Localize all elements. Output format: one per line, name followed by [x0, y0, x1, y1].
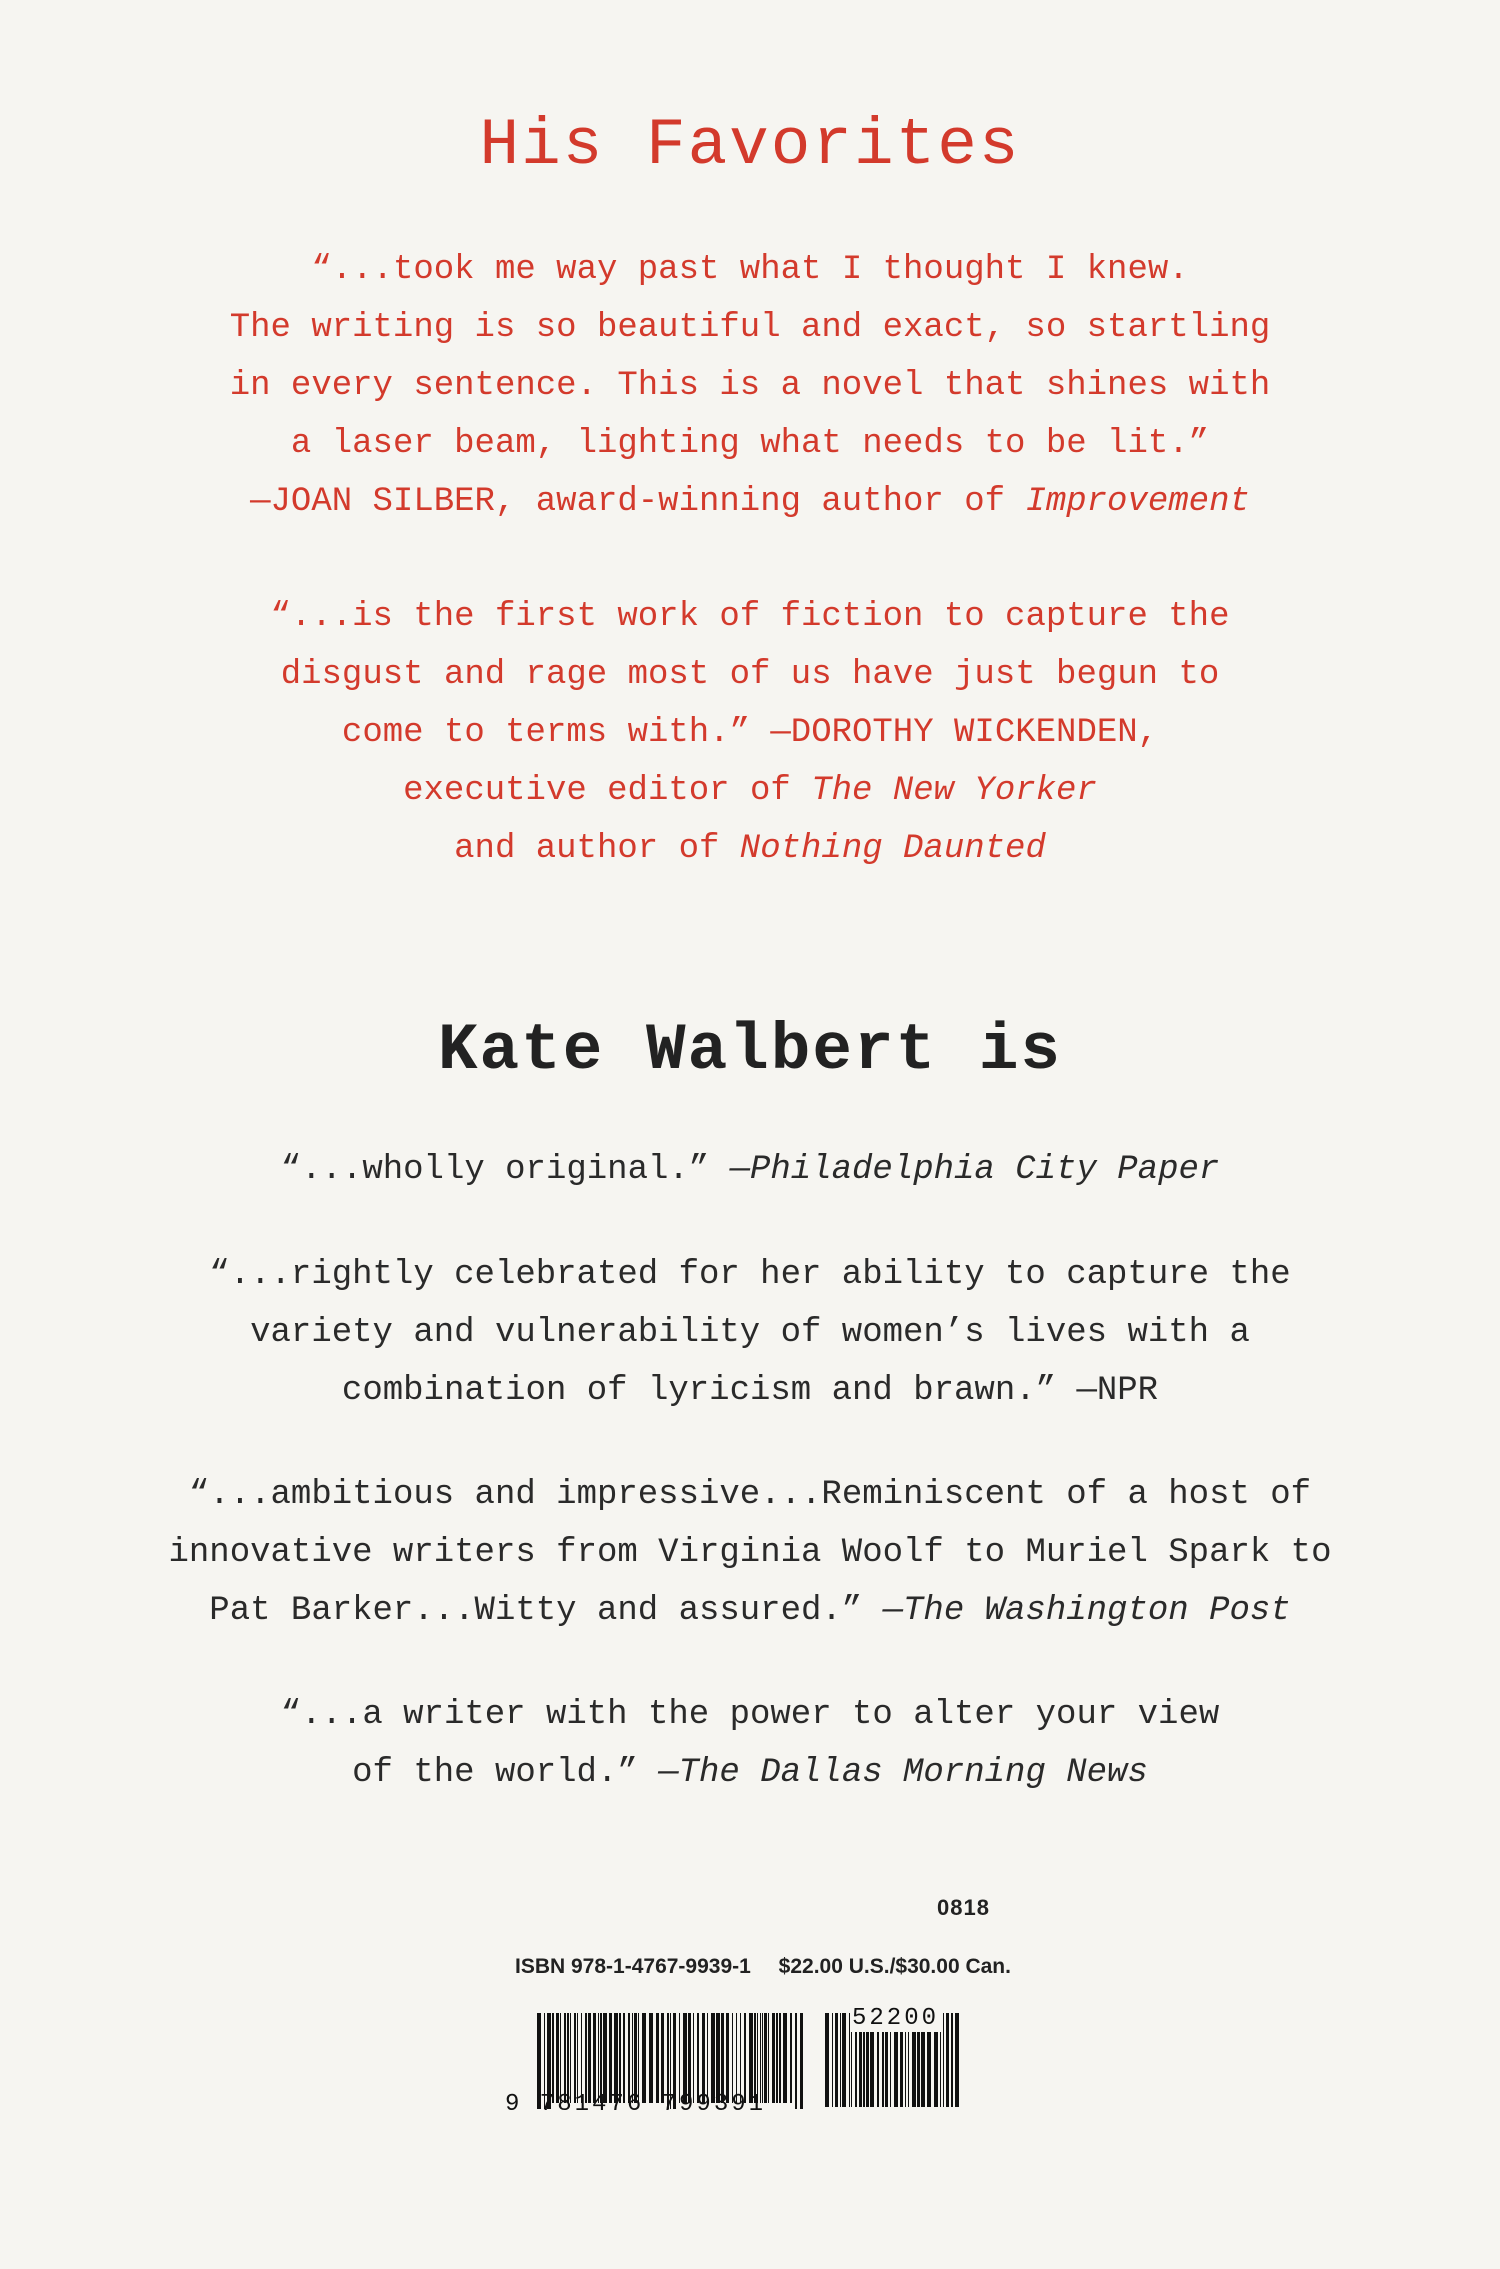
- barcode-bar: [946, 2013, 949, 2107]
- barcode-bar: [552, 2013, 554, 2103]
- barcode-bar: [661, 2013, 664, 2103]
- barcode-bar: [567, 2013, 569, 2103]
- barcode-bar: [603, 2013, 607, 2103]
- quote-text: Pat Barker...Witty and assured.”: [209, 1592, 883, 1630]
- barcode-bar: [842, 2013, 846, 2107]
- barcode-bar: [768, 2013, 769, 2103]
- barcode-bar: [628, 2013, 630, 2103]
- quote-source: —Philadelphia City Paper: [729, 1151, 1220, 1189]
- quote-line: [0, 1582, 1500, 1640]
- barcode-bar: [556, 2013, 559, 2103]
- barcode-bar: [835, 2013, 838, 2107]
- quote-attribution: [0, 473, 1500, 531]
- barcode-bar: [577, 2013, 578, 2103]
- dallas-morning-news-quote: [0, 1686, 1500, 1802]
- dorothy-wickenden-quote: [0, 588, 1500, 878]
- barcode-bar: [795, 2013, 797, 2109]
- barcode-bar: [702, 2013, 705, 2103]
- barcode-bar: [711, 2013, 715, 2103]
- quote-line: a laser beam, lighting what needs to be lit.”: [290, 425, 1210, 463]
- barcode-bar: [726, 2013, 729, 2103]
- barcode-bar: [790, 2013, 792, 2103]
- publication-title: The New Yorker: [811, 772, 1097, 810]
- quote-line: [0, 1141, 1500, 1199]
- barcode-bar: [732, 2013, 733, 2103]
- barcode-bar: [760, 2013, 761, 2103]
- barcode-bar: [779, 2013, 781, 2103]
- isbn-number: ISBN 978-1-4767-9939-1: [515, 1955, 751, 1978]
- barcode-bar: [585, 2013, 587, 2103]
- barcode-bar: [656, 2013, 659, 2103]
- barcode-bar: [623, 2013, 625, 2103]
- barcode-bar: [688, 2013, 691, 2103]
- washington-post-quote: [0, 1466, 1500, 1640]
- isbn-price-line: [515, 1955, 1011, 1979]
- barcode-bar: [757, 2013, 758, 2103]
- quote-source: —The Washington Post: [882, 1592, 1291, 1630]
- quote-line: disgust and rage most of us have just begun to: [280, 656, 1220, 694]
- quote-line: [0, 1744, 1500, 1802]
- barcode-bar: [955, 2013, 959, 2107]
- philadelphia-city-paper-quote: [0, 1141, 1500, 1199]
- barcode-bar: [776, 2013, 778, 2103]
- barcode-bar: [800, 2013, 803, 2109]
- barcode-bar: [581, 2013, 582, 2103]
- attribution-text: —JOAN SILBER, award-winning author of: [250, 483, 1026, 521]
- barcode-bar: [574, 2013, 576, 2103]
- barcode-block: [505, 1895, 1011, 2155]
- attribution-book-title: Nothing Daunted: [739, 830, 1046, 868]
- price-code: 0818: [937, 1895, 990, 1920]
- attribution-text: executive editor of: [403, 772, 812, 810]
- barcode-bar: [825, 2013, 829, 2107]
- quote-line: innovative writers from Virginia Woolf to Muriel Spark to: [168, 1534, 1332, 1572]
- barcode-bar: [740, 2013, 741, 2103]
- barcode-bar: [679, 2013, 680, 2103]
- barcode-bar: [754, 2013, 756, 2103]
- barcode-bar: [744, 2013, 746, 2103]
- barcode-digits: 9 781476 799391: [505, 2091, 767, 2118]
- barcode-bar: [600, 2013, 602, 2103]
- quote-text: “...wholly original.”: [280, 1151, 730, 1189]
- quote-line: combination of lyricism and brawn.” —NPR: [341, 1372, 1159, 1410]
- attribution-book-title: Improvement: [1025, 483, 1250, 521]
- barcode-bar: [716, 2013, 720, 2103]
- quote-text: of the world.”: [352, 1754, 659, 1792]
- barcode-bar: [783, 2013, 787, 2103]
- quote-line: [0, 820, 1500, 878]
- barcode-bar: [693, 2013, 694, 2103]
- npr-quote: [0, 1246, 1500, 1420]
- barcode-bar: [832, 2013, 833, 2107]
- kate-walbert-heading: Kate Walbert is: [437, 1013, 1063, 1088]
- addon-barcode-digits: 52200: [852, 2005, 940, 2032]
- barcode-bar: [642, 2013, 646, 2103]
- quote-line: come to terms with.” —DOROTHY WICKENDEN,: [341, 714, 1159, 752]
- barcode-bar: [943, 2013, 944, 2107]
- quote-line: “...took me way past what I thought I knew.: [311, 251, 1189, 289]
- barcode-bar: [764, 2013, 767, 2103]
- price-text: $22.00 U.S./$30.00 Can.: [778, 1955, 1011, 1978]
- barcode-bar: [772, 2013, 775, 2103]
- barcode-bar: [570, 2013, 571, 2103]
- barcode-bar: [762, 2013, 763, 2103]
- barcode-bar: [721, 2013, 724, 2103]
- quote-line: [0, 762, 1500, 820]
- barcode-bar: [634, 2013, 637, 2103]
- joan-silber-quote: [0, 241, 1500, 531]
- barcode-bar: [588, 2013, 591, 2103]
- barcode-bar: [707, 2013, 708, 2103]
- barcode-bar: [619, 2013, 621, 2103]
- barcode-bar: [564, 2013, 566, 2103]
- barcode-bar: [614, 2013, 618, 2103]
- barcode-bar: [736, 2013, 737, 2103]
- barcode-bar: [598, 2013, 599, 2103]
- barcode-bar: [840, 2013, 841, 2107]
- quote-line: in every sentence. This is a novel that shines with: [229, 367, 1271, 405]
- quote-line: “...a writer with the power to alter your view: [280, 1696, 1220, 1734]
- quote-line: “...is the first work of fiction to capture the: [270, 598, 1230, 636]
- barcode-bar: [609, 2013, 612, 2103]
- quote-line: “...rightly celebrated for her ability to capture the: [209, 1256, 1291, 1294]
- his-favorites-heading: His Favorites: [479, 108, 1021, 183]
- quote-line: variety and vulnerability of women’s lives with a: [250, 1314, 1250, 1352]
- barcode-bar: [560, 2013, 561, 2103]
- quote-line: The writing is so beautiful and exact, so startling: [229, 309, 1271, 347]
- barcode-bar: [638, 2013, 639, 2103]
- barcode-bar: [649, 2013, 653, 2103]
- barcode-bar: [951, 2013, 953, 2107]
- attribution-text: and author of: [454, 830, 740, 868]
- quote-source: —The Dallas Morning News: [658, 1754, 1148, 1792]
- barcode-bar: [632, 2013, 633, 2103]
- barcode-bar: [593, 2013, 596, 2103]
- barcode-bar: [749, 2013, 753, 2103]
- barcode-bar: [697, 2013, 699, 2103]
- barcode-bar: [683, 2013, 687, 2103]
- quote-line: “...ambitious and impressive...Reminiscent of a host of: [188, 1476, 1312, 1514]
